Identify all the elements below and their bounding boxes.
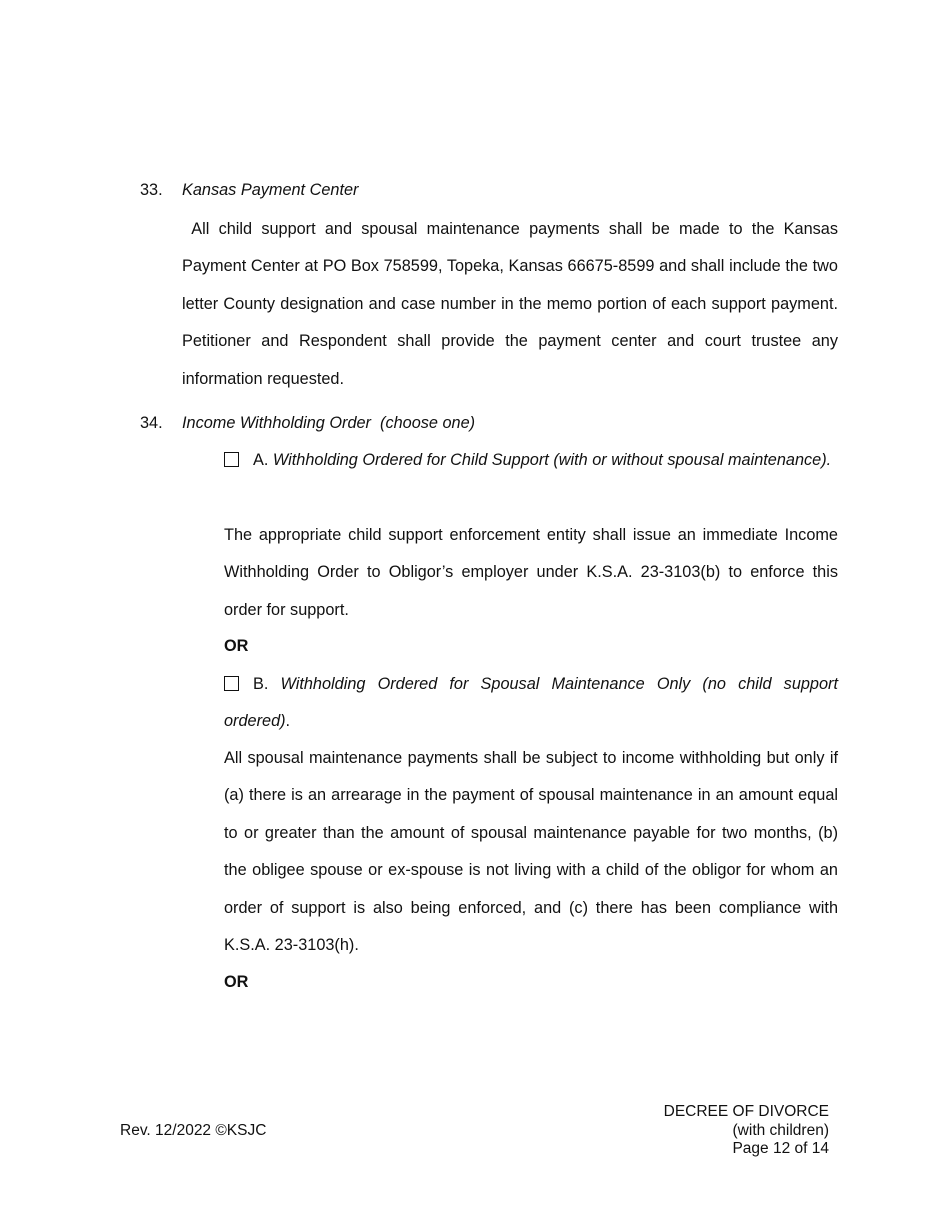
section-33-body [182,211,838,398]
option-b-letter: B. [253,675,269,693]
option-a-body: The appropriate child support enforcement entity shall issue an immediate Income Withholding Order to Obligor’s employer under K.S.A. 23-3103(b) to enforce this order for support. [224,526,838,619]
section-34-number: 34. [140,414,163,432]
footer-document-info [664,1103,829,1159]
section-33-number: 33. [140,181,163,199]
section-33-body-text: All child support and spousal maintenance payments shall be made to the Kansas Payment Center at PO Box 758599, Topeka, Kansas 66675-8599 and shall include the two letter County designation and case number in the memo portion of each support payment. Petitioner and Respondent shall provide the payment center and court trustee any information requested. [182,220,838,388]
section-33-title: Kansas Payment Center [182,181,359,199]
option-a-checkbox[interactable] [224,452,239,467]
option-b-checkbox[interactable] [224,676,239,691]
footer-doc-subtitle: (with children) [732,1121,829,1139]
footer-doc-title: DECREE OF DIVORCE [663,1103,829,1120]
or-separator-1: OR [224,637,249,655]
option-a-letter: A. [253,451,269,469]
section-34-title: Income Withholding Order (choose one) [182,414,476,432]
option-b-heading [224,666,838,740]
option-a-heading [224,442,838,479]
option-b-title: Withholding Ordered for Spousal Maintenance Only (no child support ordered) [224,675,838,731]
option-b-title-suffix: . [285,712,291,731]
footer-page-number: Page 12 of 14 [732,1140,829,1157]
option-a-title: Withholding Ordered for Child Support (with or without spousal maintenance). [272,451,832,469]
footer-revision: Rev. 12/2022 ©KSJC [120,1122,267,1139]
option-b-body: All spousal maintenance payments shall be subject to income withholding but only if (a) there is an arrearage in the payment of spousal maintenance in an amount equal to or greater than the amount of spousal maintenance payable for two months, (b) the obligee spouse or ex-spouse is not living with a child of the obligor for whom an order of support is also being enforced, and (c) there has been compliance with K.S.A. 23-3103(h). [224,749,838,955]
or-separator-2: OR [224,973,249,991]
